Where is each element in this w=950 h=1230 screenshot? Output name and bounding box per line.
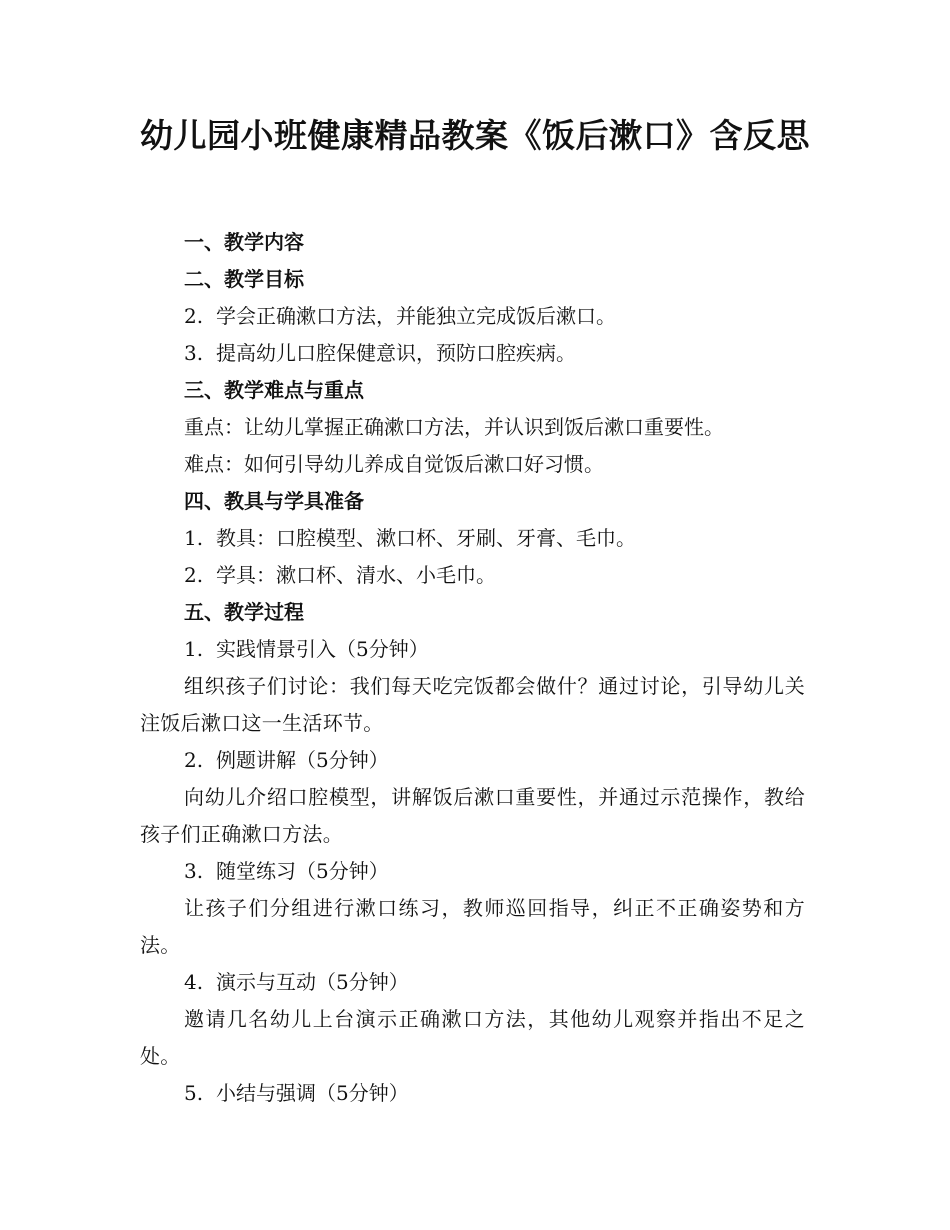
list-item bbox=[140, 298, 805, 335]
list-number: 2. bbox=[184, 304, 204, 328]
list-text: 实践情景引入（5分钟） bbox=[216, 637, 429, 661]
list-item bbox=[140, 742, 805, 779]
paragraph: 邀请几名幼儿上台演示正确漱口方法，其他幼儿观察并指出不足之处。 bbox=[140, 1007, 805, 1068]
list-number: 1. bbox=[184, 637, 204, 661]
list-text: 提高幼儿口腔保健意识，预防口腔疾病。 bbox=[216, 341, 576, 365]
paragraph: 让孩子们分组进行漱口练习，教师巡回指导，纠正不正确姿势和方法。 bbox=[140, 896, 805, 957]
list-text: 小结与强调（5分钟） bbox=[216, 1081, 409, 1105]
list-number: 1. bbox=[184, 526, 204, 550]
list-item bbox=[140, 520, 805, 557]
list-number: 2. bbox=[184, 748, 204, 772]
document-title: 幼儿园小班健康精品教案《饭后漱口》含反思 bbox=[140, 116, 810, 155]
list-item bbox=[140, 1075, 805, 1112]
list-number: 2. bbox=[184, 563, 204, 587]
paragraph: 向幼儿介绍口腔模型，讲解饭后漱口重要性，并通过示范操作，教给孩子们正确漱口方法。 bbox=[140, 785, 805, 846]
section-heading: 二、教学目标 bbox=[184, 267, 304, 291]
list-item bbox=[140, 631, 805, 668]
paragraph: 组织孩子们讨论：我们每天吃完饭都会做什？通过讨论，引导幼儿关注饭后漱口这一生活环节。 bbox=[140, 674, 805, 735]
list-text: 例题讲解（5分钟） bbox=[216, 748, 389, 772]
section-heading: 一、教学内容 bbox=[184, 230, 304, 254]
list-text: 演示与互动（5分钟） bbox=[216, 970, 409, 994]
section-heading: 五、教学过程 bbox=[184, 600, 304, 624]
list-number: 4. bbox=[184, 970, 204, 994]
list-item bbox=[140, 853, 805, 890]
list-number: 5. bbox=[184, 1081, 204, 1105]
section-heading: 四、教具与学具准备 bbox=[184, 489, 364, 513]
list-item bbox=[140, 964, 805, 1001]
list-item bbox=[140, 335, 805, 372]
list-item bbox=[140, 557, 805, 594]
list-text: 学具：漱口杯、清水、小毛巾。 bbox=[216, 563, 496, 587]
list-text: 学会正确漱口方法，并能独立完成饭后漱口。 bbox=[216, 304, 616, 328]
list-number: 3. bbox=[184, 859, 204, 883]
list-number: 3. bbox=[184, 341, 204, 365]
text-line: 难点：如何引导幼儿养成自觉饭后漱口好习惯。 bbox=[184, 452, 604, 476]
text-line: 重点：让幼儿掌握正确漱口方法，并认识到饭后漱口重要性。 bbox=[184, 415, 724, 439]
list-text: 教具：口腔模型、漱口杯、牙刷、牙膏、毛巾。 bbox=[216, 526, 636, 550]
list-text: 随堂练习（5分钟） bbox=[216, 859, 389, 883]
section-heading: 三、教学难点与重点 bbox=[184, 378, 364, 402]
document-body bbox=[140, 224, 805, 1112]
